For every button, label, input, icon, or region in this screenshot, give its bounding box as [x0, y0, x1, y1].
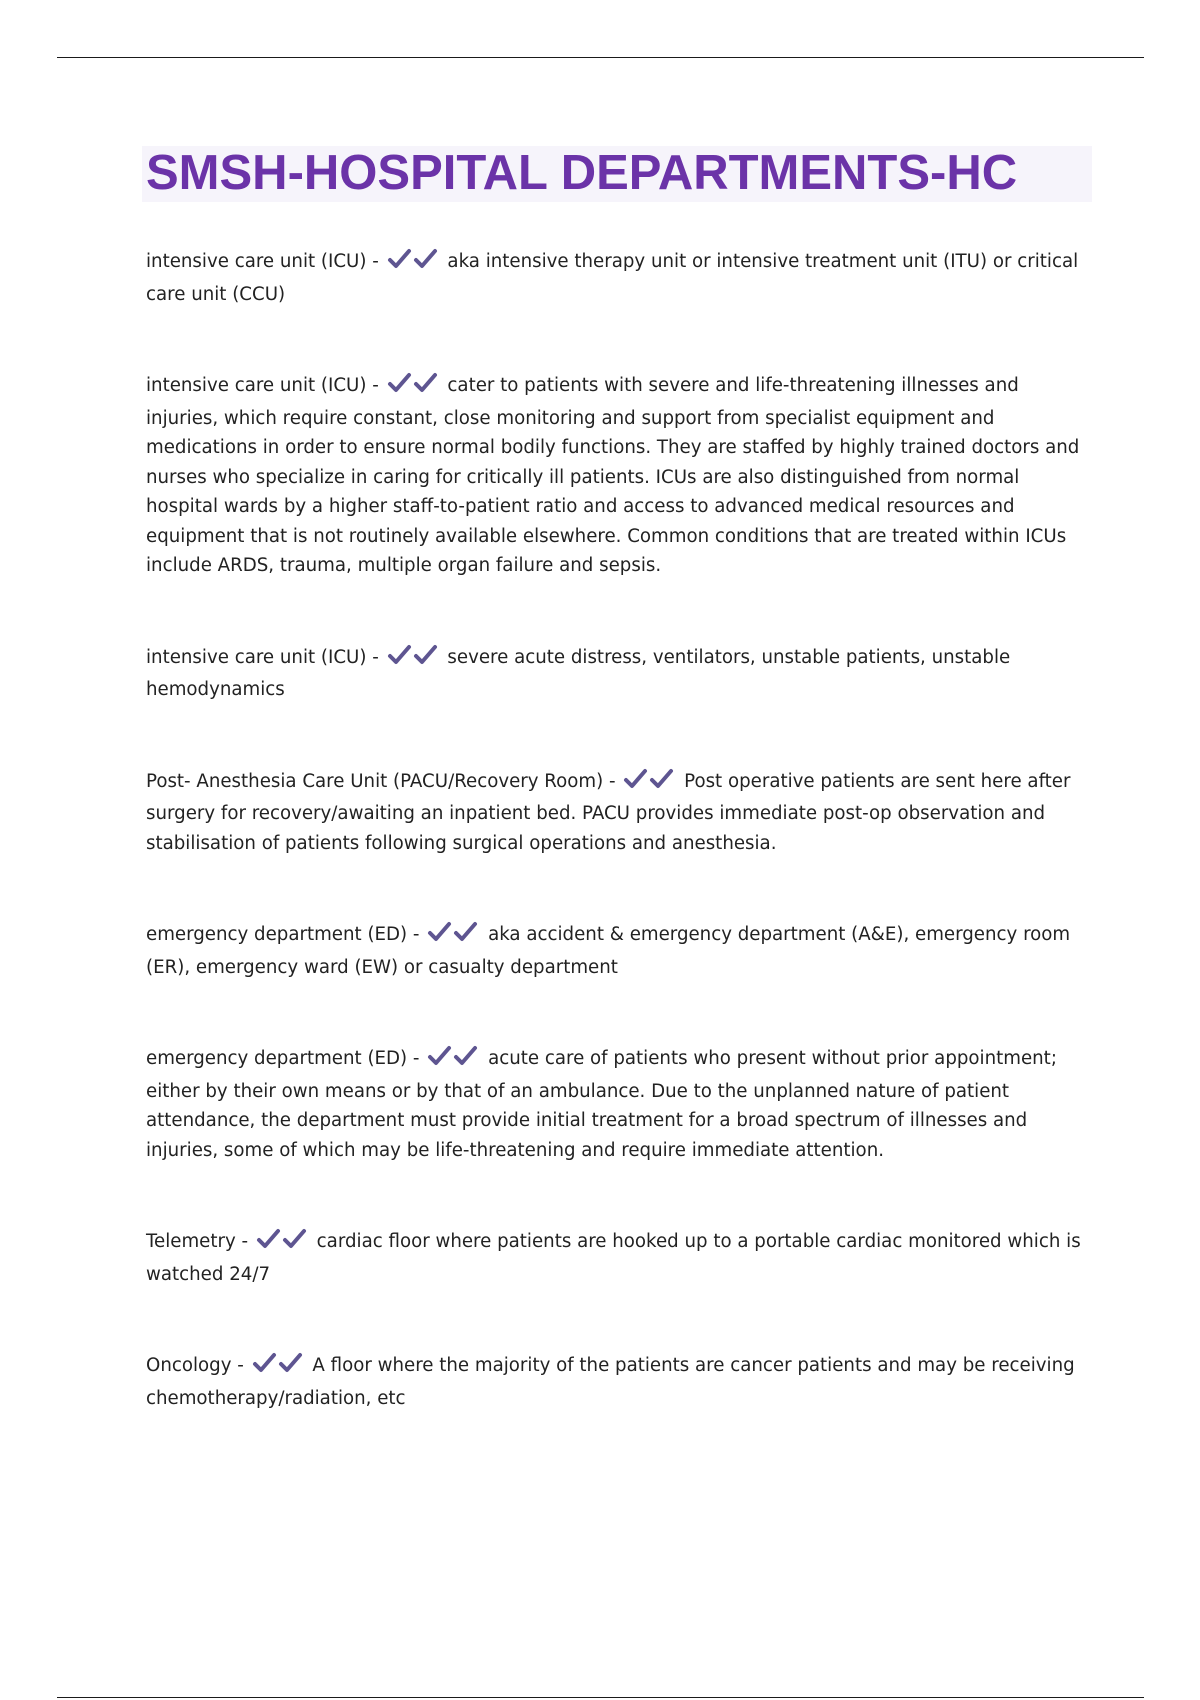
entry: [146, 920, 1096, 982]
entry: [146, 371, 1096, 581]
entry-definition: acute care of patients who present without prior appointment; either by their own means or by that of an ambulance. Due to the unplanned nature of patient attendance, the department must provide initial treatment for a broad spectrum of illnesses and injuries, some of which may be life-threatening and require immediate attention.: [146, 1048, 1057, 1161]
entry-term: emergency department (ED) -: [146, 924, 420, 945]
double-check-icon: [256, 1228, 308, 1260]
check-icon: [453, 1045, 479, 1067]
check-icon: [282, 1228, 308, 1250]
entry-term: Telemetry -: [146, 1231, 249, 1252]
entry-definition: Post operative patients are sent here after surgery for recovery/awaiting an inpatient bed. PACU provides immediate post-op observation and stabilisation of patients following surgical operations and anesthesia.: [146, 770, 1071, 854]
entry-term: emergency department (ED) -: [146, 1048, 420, 1069]
bottom-rule: [57, 1697, 1144, 1698]
double-check-icon: [387, 644, 439, 676]
double-check-icon: [252, 1352, 304, 1384]
double-check-icon: [623, 768, 675, 800]
page-title: SMSH-HOSPITAL DEPARTMENTS-HC: [146, 146, 1018, 200]
check-icon: [623, 768, 649, 790]
entry-definition: aka intensive therapy unit or intensive treatment unit (ITU) or critical care unit (CCU): [146, 251, 1079, 305]
check-icon: [453, 921, 479, 943]
top-rule: [57, 57, 1144, 58]
double-check-icon: [387, 248, 439, 280]
check-icon: [387, 644, 413, 666]
check-icon: [427, 1045, 453, 1067]
entry-definition: aka accident & emergency department (A&E), emergency room (ER), emergency ward (EW) or casualty department: [146, 924, 1071, 978]
check-icon: [427, 921, 453, 943]
check-icon: [649, 768, 675, 790]
entry-term: intensive care unit (ICU) -: [146, 646, 379, 668]
entry: [146, 767, 1096, 859]
entry-list: [146, 247, 1096, 1475]
entry-term: intensive care unit (ICU) -: [146, 375, 379, 396]
check-icon: [387, 248, 413, 270]
entry-term: Oncology -: [146, 1355, 244, 1376]
entry-definition: cater to patients with severe and life-threatening illnesses and injuries, which require constant, close monitoring and support from specialist equipment and medications in order to ensure normal bodily functions. They are staffed by highly trained doctors and nurses who specialize in caring for critically ill patients. ICUs are also distinguished from normal hospital wards by a higher staff-to-patient ratio and access to advanced medical resources and equipment that is not routinely available elsewhere. Common conditions that are treated within ICUs include ARDS, trauma, multiple organ failure and sepsis.: [146, 375, 1080, 576]
entry: [146, 1044, 1096, 1165]
check-icon: [413, 248, 439, 270]
check-icon: [387, 372, 413, 394]
entry: [146, 1227, 1096, 1289]
entry-term: Post- Anesthesia Care Unit (PACU/Recovery Room) -: [146, 770, 616, 792]
double-check-icon: [427, 1045, 479, 1077]
entry: [146, 247, 1096, 309]
check-icon: [278, 1352, 304, 1374]
check-icon: [413, 644, 439, 666]
entry: [146, 1351, 1096, 1413]
double-check-icon: [427, 921, 479, 953]
entry-definition: severe acute distress, ventilators, unstable patients, unstable hemodynamics: [146, 646, 1011, 700]
check-icon: [252, 1352, 278, 1374]
entry-term: intensive care unit (ICU) -: [146, 251, 379, 272]
double-check-icon: [387, 372, 439, 404]
entry-definition: cardiac floor where patients are hooked up to a portable cardiac monitored which is watched 24/7: [146, 1231, 1081, 1285]
entry: [146, 643, 1096, 705]
entry-definition: A floor where the majority of the patients are cancer patients and may be receiving chemotherapy/radiation, etc: [146, 1355, 1075, 1409]
check-icon: [413, 372, 439, 394]
check-icon: [256, 1228, 282, 1250]
